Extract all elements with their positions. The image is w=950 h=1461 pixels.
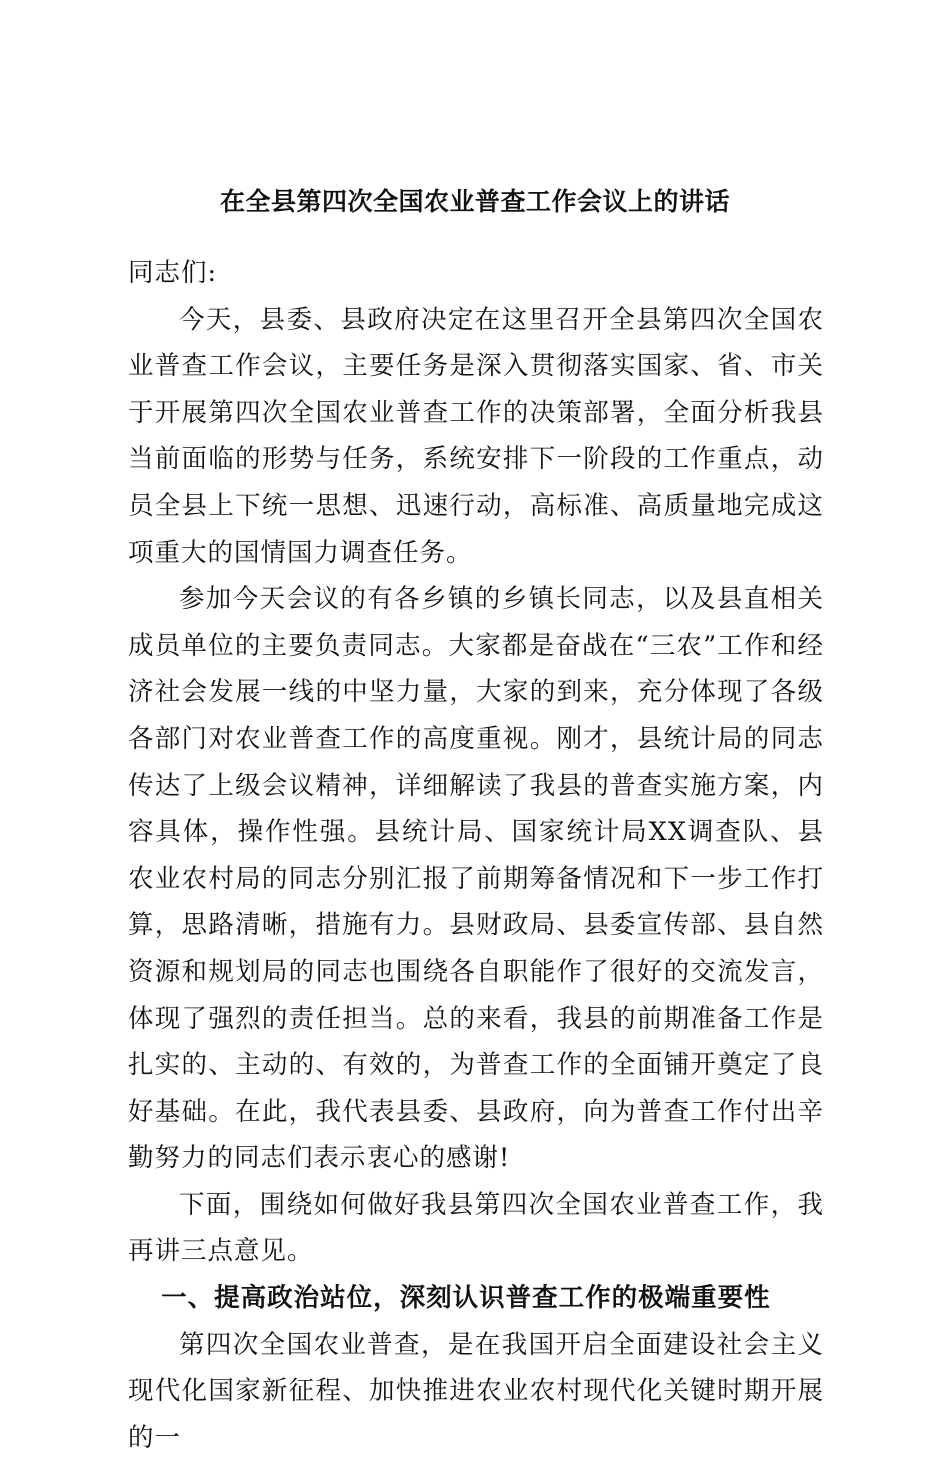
paragraph-section-one: 第四次全国农业普查，是在我国开启全面建设社会主义现代化国家新征程、加快推进农业农村现代化关键时期开展的一: [128, 1329, 824, 1453]
paragraph-transition: 下面，围绕如何做好我县第四次全国农业普查工作，我再讲三点意见。: [128, 1189, 824, 1267]
section-heading: 一、提高政治站位，深刻认识普查工作的极端重要性: [161, 1283, 771, 1314]
document-body: [128, 250, 824, 1461]
paragraph-intro: 今天，县委、县政府决定在这里召开全县第四次全国农业普查工作会议，主要任务是深入贯彻落实国家、省、市关于开展第四次全国农业普查工作的决策部署，全面分析我县当前面临的形势与任务，系统安排下一阶段的工作重点，动员全县上下统一思想、迅速行动，高标准、高质量地完成这项重大的国情国力调查任务。: [128, 304, 824, 568]
paragraph-attendees: 参加今天会议的有各乡镇的乡镇长同志，以及县直相关成员单位的主要负责同志。大家都是奋战在“三农”工作和经济社会发展一线的中坚力量，大家的到来，充分体现了各级各部门对农业普查工作的高度重视。刚才，县统计局的同志传达了上级会议精神，详细解读了我县的普查实施方案，内容具体，操作性强。县统计局、国家统计局XX调查队、县农业农村局的同志分别汇报了前期筹备情况和下一步工作打算，思路清晰，措施有力。县财政局、县委宣传部、县自然资源和规划局的同志也围绕各自职能作了很好的交流发言，体现了强烈的责任担当。总的来看，我县的前期准备工作是扎实的、主动的、有效的，为普查工作的全面铺开奠定了良好基础。在此，我代表县委、县政府，向为普查工作付出辛勤努力的同志们表示衷心的感谢!: [128, 584, 824, 1174]
salutation: 同志们:: [128, 258, 218, 288]
document-title: 在全县第四次全国农业普查工作会议上的讲话: [219, 187, 730, 216]
